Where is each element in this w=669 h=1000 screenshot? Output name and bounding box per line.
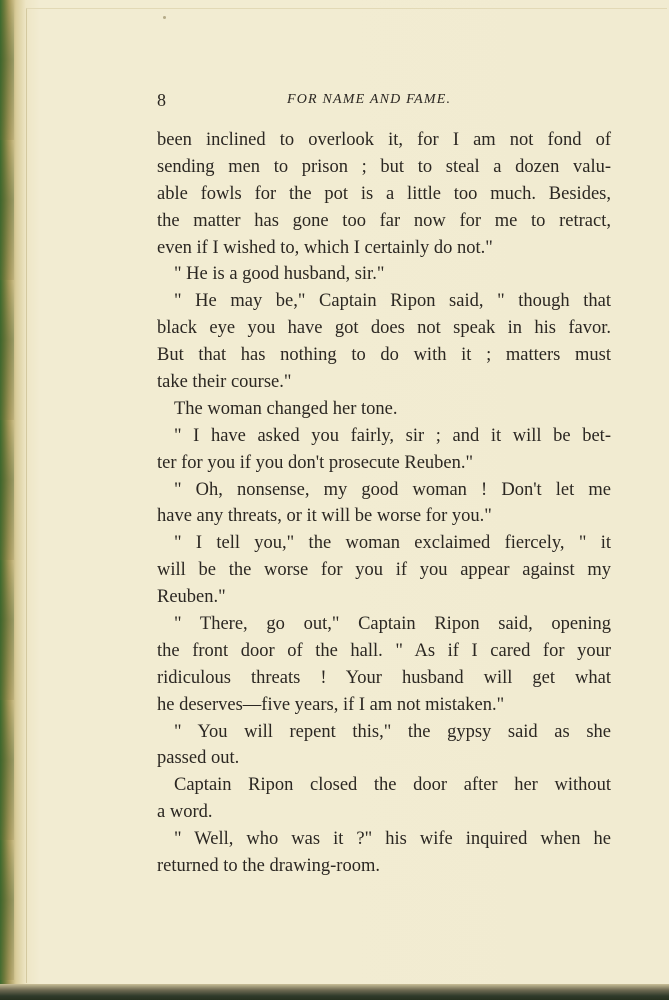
- text-line: even if I wished to, which I certainly do not.": [157, 237, 493, 258]
- running-title: FOR NAME AND FAME.: [287, 92, 452, 107]
- page-header: [157, 86, 611, 110]
- text-line: The woman changed her tone.: [174, 398, 398, 419]
- text-line: Captain Ripon closed the door after her without: [174, 775, 611, 796]
- text-line: the matter has gone too far now for me to retract,: [157, 210, 611, 231]
- text-line: " He may be," Captain Ripon said, " though that: [174, 291, 611, 312]
- text-line: But that has nothing to do with it ; matters must: [157, 345, 611, 366]
- page-body-text: [157, 127, 611, 880]
- text-line: ter for you if you don't prosecute Reuben.": [157, 452, 474, 473]
- text-line: Reuben.": [157, 587, 226, 608]
- text-line: sending men to prison ; but to steal a dozen valu-: [157, 156, 611, 177]
- text-line: been inclined to overlook it, for I am not fond of: [157, 130, 611, 150]
- text-line: a word.: [157, 802, 213, 823]
- text-line: returned to the drawing-room.: [157, 856, 380, 877]
- text-line: black eye you have got does not speak in his favor.: [157, 318, 611, 339]
- text-line: have any threats, or it will be worse for you.": [157, 506, 492, 527]
- text-line: " Well, who was it ?" his wife inquired when he: [174, 829, 611, 850]
- text-line: " You will repent this," the gypsy said as she: [174, 721, 611, 742]
- text-line: " I have asked you fairly, sir ; and it will be bet-: [174, 425, 611, 446]
- paper-speck: [163, 16, 166, 19]
- text-line: " Oh, nonsense, my good woman ! Don't let me: [174, 479, 611, 500]
- text-line: " I tell you," the woman exclaimed fiercely, " it: [174, 533, 611, 554]
- text-line: the front door of the hall. " As if I cared for your: [157, 640, 611, 661]
- text-line: will be the worse for you if you appear against my: [157, 560, 611, 581]
- text-line: ridiculous threats ! Your husband will get what: [157, 667, 611, 688]
- text-line: able fowls for the pot is a little too much. Besides,: [157, 183, 611, 204]
- text-line: passed out.: [157, 748, 240, 769]
- text-line: take their course.": [157, 372, 292, 393]
- text-line: he deserves—five years, if I am not mistaken.": [157, 694, 505, 715]
- text-line: " There, go out," Captain Ripon said, opening: [174, 614, 611, 635]
- page-number: 8: [157, 90, 166, 110]
- text-line: " He is a good husband, sir.": [174, 264, 385, 285]
